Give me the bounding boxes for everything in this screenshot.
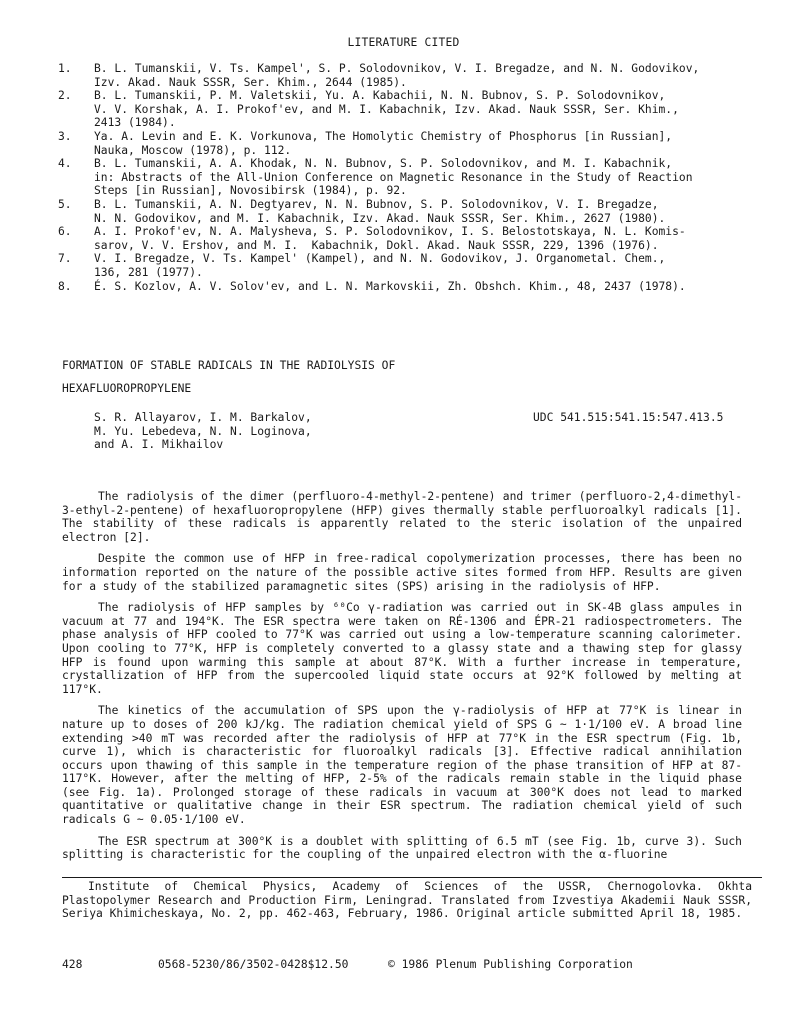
author-line: and A. I. Mikhailov xyxy=(94,438,224,452)
reference-item xyxy=(58,89,758,130)
reference-text xyxy=(94,252,758,279)
article-title-line: HEXAFLUOROPROPYLENE xyxy=(62,381,192,395)
reference-list xyxy=(58,62,758,293)
reference-number: 2. xyxy=(58,89,72,103)
body-paragraph: Despite the common use of HFP in free-radical copolymerization processes, there has been no information reported on the nature of the possible active sites formed from HFP. Results are given for a study of the stabilized paramagnetic sites (SPS) arising in the radiolysis of HFP. xyxy=(62,552,742,593)
literature-cited-heading: LITERATURE CITED xyxy=(347,36,460,49)
article-title xyxy=(62,359,762,404)
page-number: 428 xyxy=(62,958,83,971)
copyright-notice: © 1986 Plenum Publishing Corporation xyxy=(388,958,633,971)
reference-item xyxy=(58,198,758,225)
reference-number: 1. xyxy=(58,62,72,75)
reference-text xyxy=(94,130,758,157)
reference-line: 136, 281 (1977). xyxy=(94,265,203,279)
reference-item xyxy=(58,130,758,157)
reference-item xyxy=(58,252,758,279)
reference-text xyxy=(94,62,758,89)
reference-number: 3. xyxy=(58,129,72,143)
reference-number: 6. xyxy=(58,225,72,239)
article-title-line: FORMATION OF STABLE RADICALS IN THE RADIOLYSIS OF xyxy=(62,359,396,372)
body-paragraph: The radiolysis of the dimer (perfluoro-4-methyl-2-pentene) and trimer (perfluoro-2,4-dimethyl-3-ethyl-2-pentene) of hexafluoropropylene (HFP) gives thermally stable perfluoroalkyl radicals [1]. The stability of these radicals is apparently related to the steric isolation of the unpaired electron [2]. xyxy=(62,490,742,544)
reference-line: É. S. Kozlov, A. V. Solov'ev, and L. N. Markovskii, Zh. Obshch. Khim., 48, 2437 (1978). xyxy=(94,279,686,293)
reference-number: 4. xyxy=(58,157,72,171)
reference-text xyxy=(94,225,758,252)
body-paragraph: The radiolysis of HFP samples by ⁶⁰Co γ-radiation was carried out in SK-4B glass ampules in vacuum at 77 and 194°K. The ESR spectra were taken on RÉ-1306 and ÉPR-21 radiospectrometers. The phase analysis of HFP cooled to 77°K was carried out using a low-temperature scanning calorimeter. Upon cooling to 77°K, HFP is completely converted to a glassy state and a thawing step for glassy HFP is found upon warming this sample at about 87°K. With a further increase in temperature, crystallization of HFP from the supercooled liquid state occurs at 92°K followed by melting at 117°K. xyxy=(62,601,742,696)
author-line: M. Yu. Lebedeva, N. N. Loginova, xyxy=(94,424,312,438)
reference-line: V. I. Bregadze, V. Ts. Kampel' (Kampel), and N. N. Godovikov, J. Organometal. Chem., xyxy=(94,252,666,266)
reference-line: in: Abstracts of the All-Union Conference on Magnetic Resonance in the Study of Reaction xyxy=(94,170,693,184)
reference-number: 8. xyxy=(58,279,72,293)
reference-text xyxy=(94,198,758,225)
reference-text xyxy=(94,280,758,294)
reference-item xyxy=(58,280,758,294)
footnote-text: Institute of Chemical Physics, Academy of Sciences of the USSR, Chernogolovka. Okhta Plastopolymer Research and Production Firm, Leningrad. Translated from Izvestiya Akademii Nauk SSSR, Seriya Khimicheskaya, No. 2, pp. 462-463, February, 1986. Original article submitted April 18, 1985. xyxy=(62,880,752,921)
author-line: S. R. Allayarov, I. M. Barkalov, xyxy=(94,411,312,424)
reference-text xyxy=(94,157,758,198)
reference-line: sarov, V. V. Ershov, and M. I. Kabachnik, Dokl. Akad. Nauk SSSR, 229, 1396 (1976). xyxy=(94,238,659,252)
reference-item xyxy=(58,62,758,89)
reference-item xyxy=(58,225,758,252)
reference-line: N. N. Godovikov, and M. I. Kabachnik, Izv. Akad. Nauk SSSR, Ser. Khim., 2627 (1980). xyxy=(94,211,666,225)
author-list xyxy=(94,411,394,452)
reference-line: B. L. Tumanskii, A. N. Degtyarev, N. N. Bubnov, S. P. Solodovnikov, V. I. Bregadze, xyxy=(94,197,659,211)
reference-line: 2413 (1984). xyxy=(94,116,176,130)
page-footer xyxy=(62,958,762,972)
body-paragraph: The kinetics of the accumulation of SPS upon the γ-radiolysis of HFP at 77°K is linear in nature up to doses of 200 kJ/kg. The radiation chemical yield of SPS G ~ 1·1/100 eV. A broad line extending >40 mT was recorded after the radiolysis of HFP at 77°K in the ESR spectrum (Fig. 1b, curve 1), which is characteristic for fluoroalkyl radicals [3]. Effective radical annihilation occurs upon thawing of this sample in the temperature region of the phase transition of HFP at 87-117°K. However, after the melting of HFP, 2-5% of the radicals remain stable in the liquid phase (see Fig. 1a). Prolonged storage of these radicals in vacuum at 300°K does not lead to marked quantitative or qualitative change in their ESR spectrum. The radiation chemical yield of such radicals G ~ 0.05·1/100 eV. xyxy=(62,704,742,827)
affiliation-footnote xyxy=(62,880,752,921)
reference-line: Izv. Akad. Nauk SSSR, Ser. Khim., 2644 (1985). xyxy=(94,75,407,89)
reference-line: Ya. A. Levin and E. K. Vorkunova, The Homolytic Chemistry of Phosphorus [in Russian], xyxy=(94,129,673,143)
reference-line: Steps [in Russian], Novosibirsk (1984), p. 92. xyxy=(94,184,407,198)
reference-line: Nauka, Moscow (1978), p. 112. xyxy=(94,143,292,157)
footnote-divider xyxy=(62,877,762,878)
reference-line: A. I. Prokof'ev, N. A. Malysheva, S. P. Solodovnikov, I. S. Belostotskaya, N. L. Komis- xyxy=(94,225,686,239)
article-body xyxy=(62,490,742,870)
reference-text xyxy=(94,89,758,130)
reference-line: V. V. Korshak, A. I. Prokof'ev, and M. I. Kabachnik, Izv. Akad. Nauk SSSR, Ser. Khim., xyxy=(94,102,679,116)
reference-line: B. L. Tumanskii, V. Ts. Kampel', S. P. Solodovnikov, V. I. Bregadze, and N. N. Godovikov, xyxy=(94,62,700,75)
reference-item xyxy=(58,157,758,198)
reference-number: 7. xyxy=(58,252,72,266)
issn-code: 0568-5230/86/3502-0428$12.50 xyxy=(158,958,349,971)
body-paragraph: The ESR spectrum at 300°K is a doublet with splitting of 6.5 mT (see Fig. 1b, curve 3). Such splitting is characteristic for the coupling of the unpaired electron with the α-fluorine xyxy=(62,834,742,862)
udc-code: UDC 541.515:541.15:547.413.5 xyxy=(533,411,724,424)
reference-number: 5. xyxy=(58,197,72,211)
reference-line: B. L. Tumanskii, P. M. Valetskii, Yu. A. Kabachii, N. N. Bubnov, S. P. Solodovnikov, xyxy=(94,89,666,103)
reference-line: B. L. Tumanskii, A. A. Khodak, N. N. Bubnov, S. P. Solodovnikov, and M. I. Kabachnik, xyxy=(94,157,673,171)
